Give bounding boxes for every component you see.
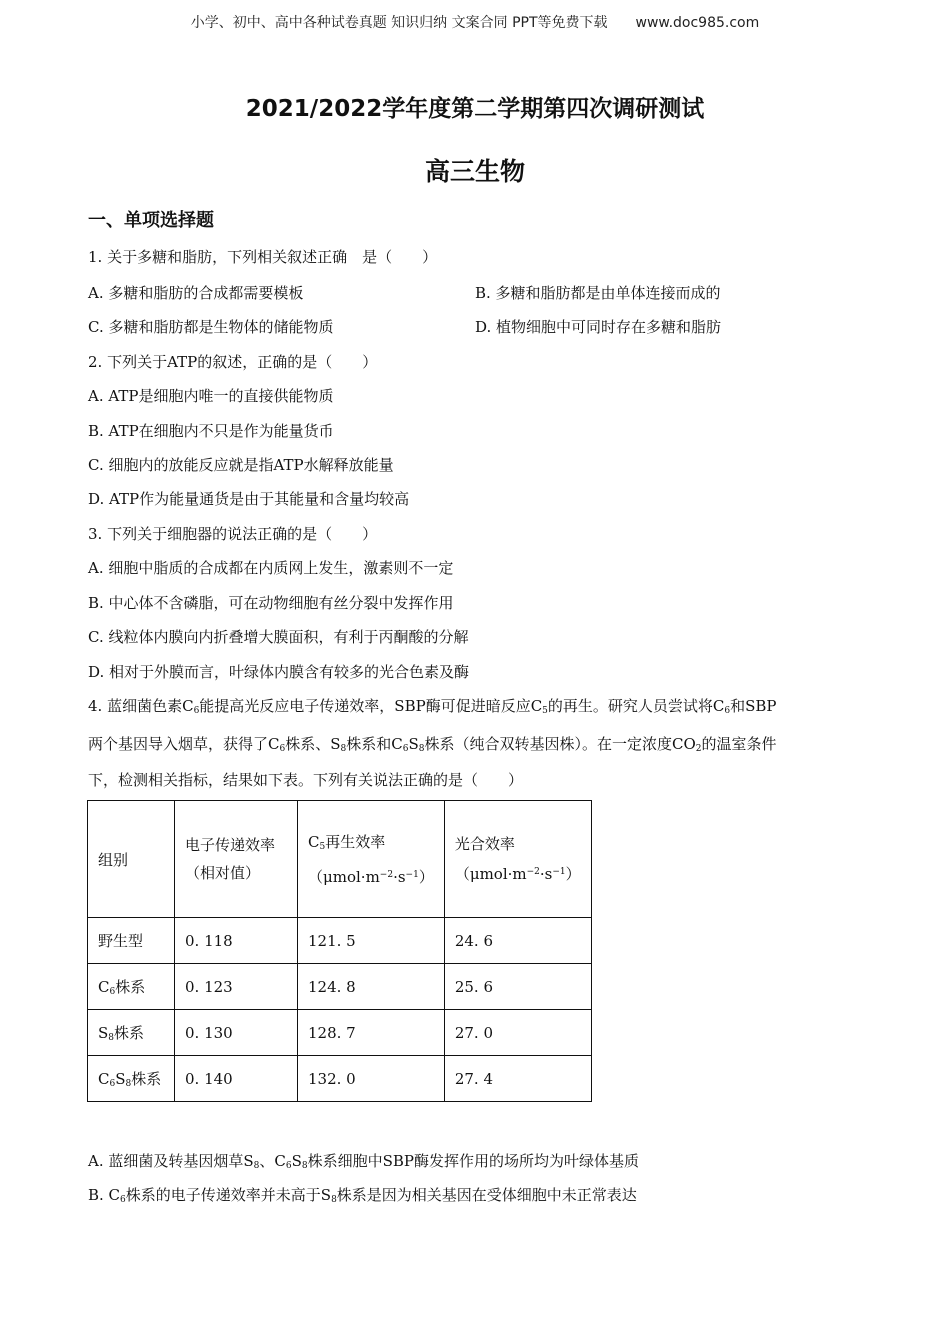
question-2-option-a: A. ATP是细胞内唯一的直接供能物质 [88,387,334,405]
header-electron-efficiency: 电子传递效率（相对值） [175,801,298,918]
cell-c5: 132. 0 [298,1056,445,1102]
results-table [87,800,592,1102]
question-2-option-c: C. 细胞内的放能反应就是指ATP水解释放能量 [88,456,394,474]
site-banner: 小学、初中、高中各种试卷真题 知识归纳 文案合同 PPT等免费下载 www.doc985.com [190,15,760,31]
table-row [88,918,592,964]
cell-photo: 27. 0 [444,1010,591,1056]
question-2-option-d: D. ATP作为能量通货是由于其能量和含量均较高 [88,490,410,508]
question-4-option-a: A. 蓝细菌及转基因烟草$S_8$、$C_6S_8$株系细胞中SBP酶发挥作用的场所均为叶绿体基质 [88,1152,640,1171]
question-1-option-c: C. 多糖和脂肪都是生物体的储能物质 [88,318,334,336]
question-3-option-b: B. 中心体不含磷脂，可在动物细胞有丝分裂中发挥作用 [88,594,454,612]
section-heading: 一、单项选择题 [88,210,214,231]
question-3-option-a: A. 细胞中脂质的合成都在内质网上发生，激素则不一定 [88,559,454,577]
question-4-stem-line-3: 下，检测相关指标，结果如下表。下列有关说法正确的是（ ） [88,771,524,789]
cell-electron: 0. 123 [175,964,298,1010]
cell-electron: 0. 130 [175,1010,298,1056]
table-row [88,1010,592,1056]
header-photosynthesis-efficiency: 光合效率$(\mu mol\cdot m^{-2}\cdot s^{-1})$ [444,801,591,918]
cell-electron: 0. 140 [175,1056,298,1102]
question-4-stem-line-2: 两个基因导入烟草，获得了$C_6$株系、$S_8$株系和$C_6S_8$株系（纯合双转基因株）。在一定浓度$CO_2$的温室条件 [88,735,777,754]
cell-electron: 0. 118 [175,918,298,964]
header-c5-regeneration: $C_5$再生效率$(\mu mol\cdot m^{-2}\cdot s^{-1})$ [298,801,445,918]
cell-c5: 128. 7 [298,1010,445,1056]
question-3-option-c: C. 线粒体内膜向内折叠增大膜面积，有利于丙酮酸的分解 [88,628,469,646]
question-4-option-b: B. $C_6$株系的电子传递效率并未高于$S_8$株系是因为相关基因在受体细胞中未正常表达 [88,1186,637,1205]
question-1-stem: 1. 关于多糖和脂肪，下列相关叙述正确 是（ ） [88,248,438,266]
question-2-stem: 2. 下列关于ATP的叙述，正确的是（ ） [88,353,378,371]
cell-group: 野生型 [88,918,175,964]
question-3-option-d: D. 相对于外膜而言，叶绿体内膜含有较多的光合色素及酶 [88,663,470,681]
question-1-option-b: B. 多糖和脂肪都是由单体连接而成的 [475,284,721,302]
cell-group: $C_6$株系 [88,964,175,1010]
cell-photo: 25. 6 [444,964,591,1010]
question-2-option-b: B. ATP在细胞内不只是作为能量货币 [88,422,334,440]
cell-c5: 121. 5 [298,918,445,964]
cell-group: $S_8$株系 [88,1010,175,1056]
exam-subject: 高三生物 [424,157,525,186]
table-row [88,1056,592,1102]
question-1-option-a: A. 多糖和脂肪的合成都需要模板 [88,284,304,302]
question-3-stem: 3. 下列关于细胞器的说法正确的是（ ） [88,525,378,543]
cell-group: $C_6S_8$株系 [88,1056,175,1102]
header-group: 组别 [88,801,175,918]
exam-title: 2021/2022学年度第二学期第四次调研测试 [245,96,705,122]
question-4-stem-line-1: 4. 蓝细菌色素$C_6$能提高光反应电子传递效率，SBP酶可促进暗反应$C_5$的再生。研究人员尝试将$C_6$和SBP [88,697,777,716]
table-row [88,964,592,1010]
question-1-option-d: D. 植物细胞中可同时存在多糖和脂肪 [475,318,722,336]
cell-photo: 27. 4 [444,1056,591,1102]
cell-photo: 24. 6 [444,918,591,964]
table-header-row [88,801,592,918]
cell-c5: 124. 8 [298,964,445,1010]
